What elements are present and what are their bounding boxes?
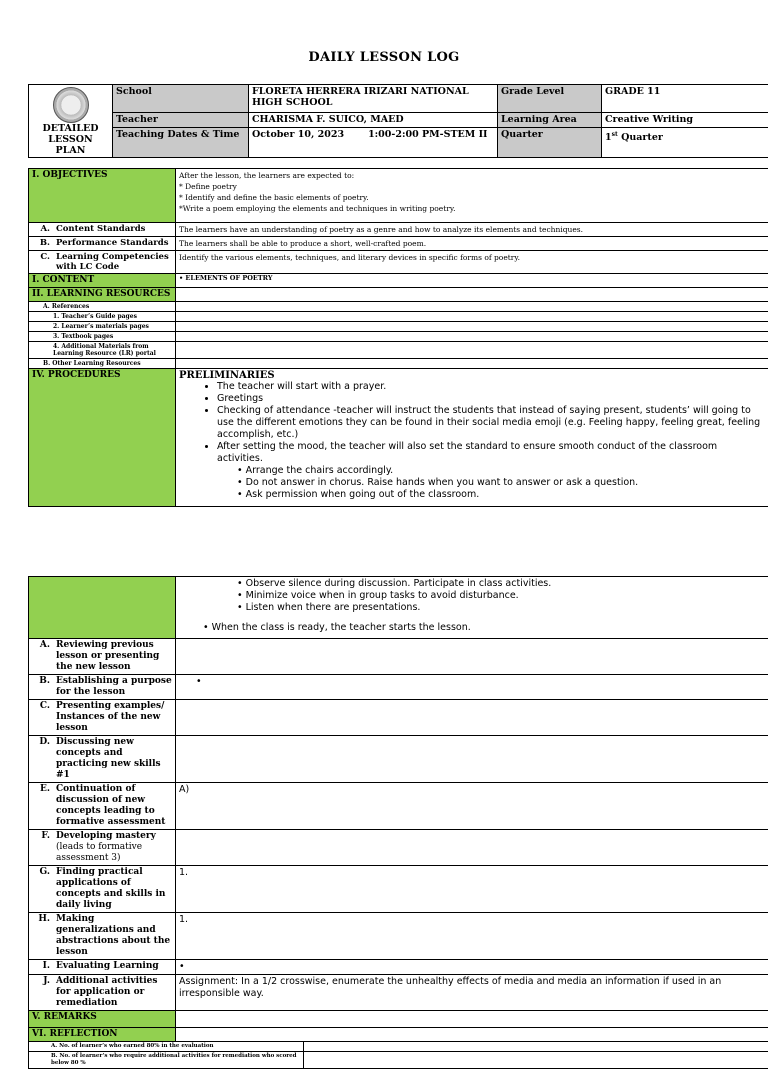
references-value (176, 302, 768, 312)
lesson-table-page2 (28, 576, 768, 1069)
quarter-value: 1st Quarter (602, 127, 768, 157)
row-j-label: J. Additional activities for application or remediation (29, 975, 176, 1011)
reflection-b-value (304, 1052, 768, 1069)
resources-value (176, 288, 768, 302)
procedures-continued-label (29, 577, 176, 639)
references-label: A. References (29, 302, 176, 312)
area-value: Creative Writing (602, 113, 768, 127)
row-i-value: • (176, 960, 768, 975)
content-standards-label: A. Content Standards (29, 223, 176, 237)
row-b-label: B. Establishing a purpose for the lesson (29, 675, 176, 700)
performance-standards-label: B. Performance Standards (29, 237, 176, 251)
row-f-value (176, 830, 768, 866)
content-standards-value: The learners have an understanding of poetry as a genre and how to analyze its elements and techniques. (176, 223, 768, 237)
dates-label: Teaching Dates & Time (113, 127, 249, 157)
plan-label: DETAILED LESSON PLAN (32, 123, 109, 156)
remarks-value (176, 1011, 768, 1028)
list-item: • Ask permission when going out of the classroom. (237, 489, 766, 501)
learners-materials-value (176, 322, 768, 332)
dates-value: October 10, 2023 1:00-2:00 PM-STEM II (249, 127, 498, 157)
list-item: • Checking of attendance -teacher will instruct the students that instead of saying present, students’ will going to use the different emotions they can be found in their social media emoji (e.g. Feeling happy, feeling great, feeling accomplish, etc.) (217, 405, 766, 441)
list-item: • Observe silence during discussion. Participate in class activities. (237, 578, 766, 590)
row-e-value: A) (176, 783, 768, 830)
objectives-label: I. OBJECTIVES (29, 169, 176, 223)
textbook-value (176, 332, 768, 342)
page-title: DAILY LESSON LOG (0, 50, 768, 65)
objectives-value: After the lesson, the learners are expected to: * Define poetry * Identify and define the basic elements of poetry. *Write a poem employing the elements and techniques in writing poetry. (176, 169, 768, 223)
list-item: • Do not answer in chorus. Raise hands when you want to answer or ask a question. (237, 477, 766, 489)
additional-materials-value (176, 342, 768, 359)
procedures-continued-value (176, 577, 768, 639)
row-d-value (176, 736, 768, 783)
deped-seal-icon (53, 87, 89, 123)
school-value: FLORETA HERRERA IRIZARI NATIONAL HIGH SCHOOL (249, 85, 498, 113)
school-label: School (113, 85, 249, 113)
row-b-value: • (176, 675, 768, 700)
performance-standards-value: The learners shall be able to produce a short, well-crafted poem. (176, 237, 768, 251)
class-ready-note: • When the class is ready, the teacher starts the lesson. (179, 622, 766, 634)
deped-seal-cell (29, 85, 113, 158)
additional-materials-label: 4. Additional Materials from Learning Resource (LR) portal (29, 342, 176, 359)
header-table (28, 84, 768, 158)
preliminaries-list (179, 381, 766, 465)
other-resources-label: B. Other Learning Resources (29, 359, 176, 369)
row-a-value (176, 639, 768, 675)
row-e-label: E. Continuation of discussion of new concepts leading to formative assessment (29, 783, 176, 830)
content-label: I. CONTENT (29, 274, 176, 288)
teacher-label: Teacher (113, 113, 249, 127)
row-a-label: A. Reviewing previous lesson or presenting the new lesson (29, 639, 176, 675)
reflection-value (176, 1028, 768, 1042)
row-g-value: 1. (176, 866, 768, 913)
row-h-value: 1. (176, 913, 768, 960)
row-i-label: I. Evaluating Learning (29, 960, 176, 975)
procedures-label: IV. PROCEDURES (29, 369, 176, 507)
teachers-guide-label: 1. Teacher’s Guide pages (29, 312, 176, 322)
reflection-label: VI. REFLECTION (29, 1028, 176, 1042)
grade-label: Grade Level (498, 85, 602, 113)
procedures-value (176, 369, 768, 507)
row-j-value: Assignment: In a 1/2 crosswise, enumerate the unhealthy effects of media and media an information if used in an irresponsible way. (176, 975, 768, 1011)
competencies-value: Identify the various elements, techniques, and literary devices in specific forms of poetry. (176, 251, 768, 274)
grade-value: GRADE 11 (602, 85, 768, 113)
content-value: • ELEMENTS OF POETRY (176, 274, 768, 288)
textbook-label: 3. Textbook pages (29, 332, 176, 342)
row-f-label: F. Developing mastery (leads to formative assessment 3) (29, 830, 176, 866)
reflection-b-label: B. No. of learner’s who require additional activities for remediation who scored below 80 % (29, 1052, 304, 1069)
list-item: • After setting the mood, the teacher will also set the standard to ensure smooth conduct of the classroom activities. (217, 441, 766, 465)
row-d-label: D. Discussing new concepts and practicing new skills #1 (29, 736, 176, 783)
list-item: • Minimize voice when in group tasks to avoid disturbance. (237, 590, 766, 602)
row-c-value (176, 700, 768, 736)
row-g-label: G. Finding practical applications of concepts and skills in daily living (29, 866, 176, 913)
list-item: • The teacher will start with a prayer. (217, 381, 766, 393)
other-resources-value (176, 359, 768, 369)
area-label: Learning Area (498, 113, 602, 127)
row-c-label: C. Presenting examples/ Instances of the new lesson (29, 700, 176, 736)
resources-label: II. LEARNING RESOURCES (29, 288, 176, 302)
preliminaries-heading: PRELIMINARIES (179, 370, 766, 381)
row-h-label: H. Making generalizations and abstractions about the lesson (29, 913, 176, 960)
lesson-table-page1 (28, 168, 768, 507)
teachers-guide-value (176, 312, 768, 322)
remarks-label: V. REMARKS (29, 1011, 176, 1028)
reflection-a-value (304, 1042, 768, 1052)
learners-materials-label: 2. Learner’s materials pages (29, 322, 176, 332)
list-item: • Greetings (217, 393, 766, 405)
list-item: • Listen when there are presentations. (237, 602, 766, 614)
reflection-a-label: A. No. of learner’s who earned 80% in the evaluation (29, 1042, 304, 1052)
list-item: • Arrange the chairs accordingly. (237, 465, 766, 477)
quarter-label: Quarter (498, 127, 602, 157)
competencies-label: C. Learning Competencies with LC Code (29, 251, 176, 274)
teacher-value: CHARISMA F. SUICO, MAED (249, 113, 498, 127)
